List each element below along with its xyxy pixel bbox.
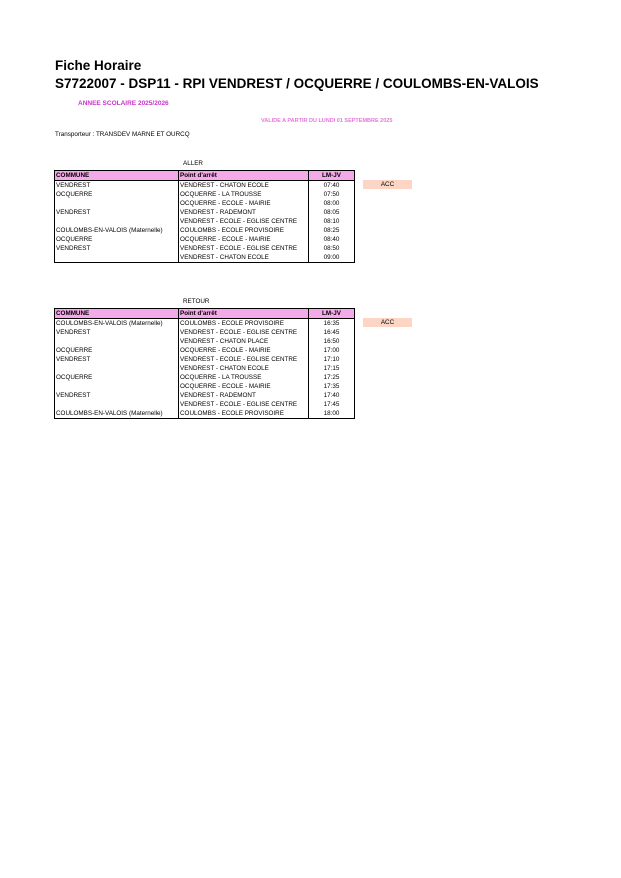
commune-cell xyxy=(55,253,179,263)
time-cell: 08:00 xyxy=(309,199,355,208)
time-cell: 17:00 xyxy=(309,346,355,355)
carrier-text: Transporteur : TRANSDEV MARNE ET OURCQ xyxy=(55,131,190,138)
time-cell: 17:10 xyxy=(309,355,355,364)
time-cell: 08:05 xyxy=(309,208,355,217)
time-cell: 18:00 xyxy=(309,409,355,419)
commune-cell xyxy=(55,364,179,373)
stop-cell: COULOMBS - ECOLE PROVISOIRE xyxy=(179,409,309,419)
time-cell: 07:40 xyxy=(309,181,355,191)
commune-cell: OCQUERRE xyxy=(55,373,179,382)
time-cell: 08:25 xyxy=(309,226,355,235)
table-row xyxy=(55,373,355,382)
acc-badge: ACC xyxy=(363,318,412,327)
table-row xyxy=(55,217,355,226)
validity-notice: VALIDE A PARTIR DU LUNDI 01 SEPTEMBRE 2025 xyxy=(261,118,393,124)
time-cell: 16:50 xyxy=(309,337,355,346)
stop-cell: VENDREST - ECOLE - EGLISE CENTRE xyxy=(179,328,309,337)
time-cell: 17:40 xyxy=(309,391,355,400)
table-row xyxy=(55,400,355,409)
time-cell: 08:10 xyxy=(309,217,355,226)
stop-header: Point d'arrêt xyxy=(179,171,309,181)
time-cell: 09:00 xyxy=(309,253,355,263)
stop-cell: COULOMBS - ECOLE PROVISOIRE xyxy=(179,319,309,329)
table-header-row xyxy=(55,309,355,319)
stop-cell: COULOMBS - ECOLE PROVISOIRE xyxy=(179,226,309,235)
stop-cell: VENDREST - CHATON ECOLE xyxy=(179,253,309,263)
table-row xyxy=(55,382,355,391)
time-cell: 08:40 xyxy=(309,235,355,244)
acc-badge: ACC xyxy=(363,180,412,189)
table-row xyxy=(55,199,355,208)
retour-rows xyxy=(55,319,355,419)
commune-cell: OCQUERRE xyxy=(55,346,179,355)
stop-cell: OCQUERRE - LA TROUSSE xyxy=(179,190,309,199)
days-header: LM-JV xyxy=(309,309,355,319)
table-row xyxy=(55,319,355,329)
table-row xyxy=(55,337,355,346)
commune-cell: COULOMBS-EN-VALOIS (Maternelle) xyxy=(55,319,179,329)
commune-cell xyxy=(55,199,179,208)
table-row xyxy=(55,208,355,217)
stop-cell: OCQUERRE - ECOLE - MAIRIE xyxy=(179,346,309,355)
stop-cell: VENDREST - CHATON ECOLE xyxy=(179,181,309,191)
commune-cell: COULOMBS-EN-VALOIS (Maternelle) xyxy=(55,409,179,419)
commune-cell: VENDREST xyxy=(55,355,179,364)
carrier-label xyxy=(55,131,190,138)
table-row xyxy=(55,235,355,244)
time-cell: 16:45 xyxy=(309,328,355,337)
commune-cell: VENDREST xyxy=(55,244,179,253)
commune-cell: OCQUERRE xyxy=(55,190,179,199)
time-cell: 17:15 xyxy=(309,364,355,373)
table-row xyxy=(55,409,355,419)
table-row xyxy=(55,190,355,199)
stop-cell: OCQUERRE - ECOLE - MAIRIE xyxy=(179,199,309,208)
aller-table xyxy=(54,170,355,263)
stop-cell: OCQUERRE - ECOLE - MAIRIE xyxy=(179,382,309,391)
commune-header: COMMUNE xyxy=(55,309,179,319)
table-header-row xyxy=(55,171,355,181)
commune-cell: VENDREST xyxy=(55,391,179,400)
table-row xyxy=(55,355,355,364)
stop-cell: VENDREST - RADEMONT xyxy=(179,208,309,217)
retour-label: RETOUR xyxy=(183,298,210,305)
commune-cell xyxy=(55,337,179,346)
commune-cell: COULOMBS-EN-VALOIS (Maternelle) xyxy=(55,226,179,235)
commune-cell: VENDREST xyxy=(55,328,179,337)
line-title: S7722007 - DSP11 - RPI VENDREST / OCQUERRE / COULOMBS-EN-VALOIS xyxy=(55,76,539,91)
page-title: Fiche Horaire xyxy=(55,58,142,73)
stop-cell: VENDREST - CHATON ECOLE xyxy=(179,364,309,373)
table-row xyxy=(55,226,355,235)
table-row xyxy=(55,391,355,400)
table-row xyxy=(55,181,355,191)
stop-cell: VENDREST - RADEMONT xyxy=(179,391,309,400)
commune-cell: VENDREST xyxy=(55,208,179,217)
table-row xyxy=(55,253,355,263)
time-cell: 17:25 xyxy=(309,373,355,382)
commune-cell xyxy=(55,217,179,226)
aller-label: ALLER xyxy=(183,160,203,167)
retour-table xyxy=(54,308,355,419)
table-row xyxy=(55,346,355,355)
school-year: ANNEE SCOLAIRE 2025/2026 xyxy=(78,100,169,107)
stop-cell: VENDREST - ECOLE - EGLISE CENTRE xyxy=(179,244,309,253)
table-row xyxy=(55,328,355,337)
time-cell: 08:50 xyxy=(309,244,355,253)
commune-header: COMMUNE xyxy=(55,171,179,181)
time-cell: 17:35 xyxy=(309,382,355,391)
time-cell: 07:50 xyxy=(309,190,355,199)
commune-cell xyxy=(55,382,179,391)
table-row xyxy=(55,364,355,373)
commune-cell xyxy=(55,400,179,409)
table-row xyxy=(55,244,355,253)
stop-cell: VENDREST - CHATON PLACE xyxy=(179,337,309,346)
aller-rows xyxy=(55,181,355,263)
stop-cell: OCQUERRE - LA TROUSSE xyxy=(179,373,309,382)
stop-header: Point d'arrêt xyxy=(179,309,309,319)
commune-cell: VENDREST xyxy=(55,181,179,191)
days-header: LM-JV xyxy=(309,171,355,181)
stop-cell: VENDREST - ECOLE - EGLISE CENTRE xyxy=(179,400,309,409)
time-cell: 16:35 xyxy=(309,319,355,329)
time-cell: 17:45 xyxy=(309,400,355,409)
stop-cell: VENDREST - ECOLE - EGLISE CENTRE xyxy=(179,355,309,364)
commune-cell: OCQUERRE xyxy=(55,235,179,244)
stop-cell: VENDREST - ECOLE - EGLISE CENTRE xyxy=(179,217,309,226)
stop-cell: OCQUERRE - ECOLE - MAIRIE xyxy=(179,235,309,244)
